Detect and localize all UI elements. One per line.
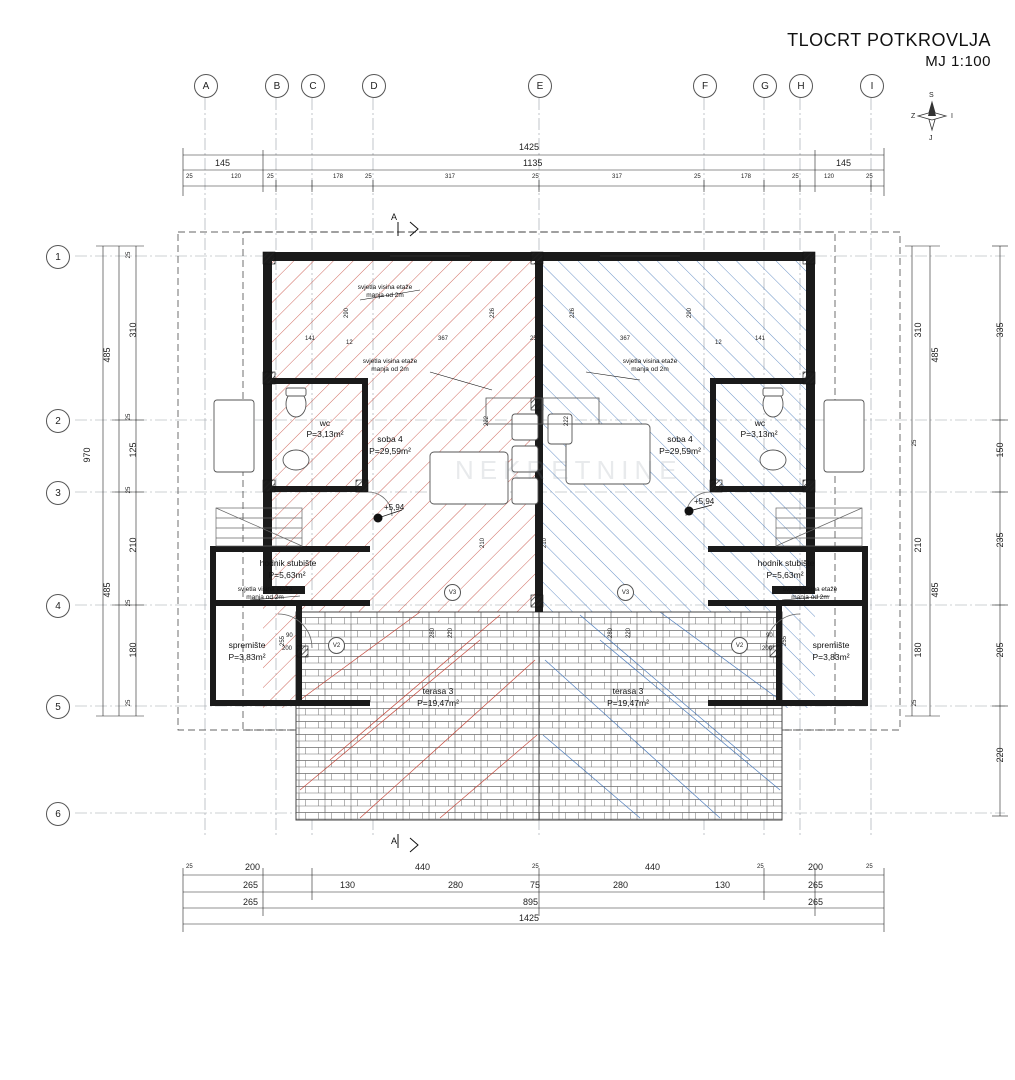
dim-inner-367-l: 367 (438, 336, 449, 342)
dim-far-right-235: 235 (995, 532, 1005, 548)
dim-inner-280-r: 280 (608, 628, 614, 639)
section-mark-top: A (391, 212, 398, 222)
door-tag-v3-right[interactable]: V3 (617, 584, 634, 601)
dim-left-125: 125 (128, 442, 138, 458)
dim-inner-222-r: 222 (564, 416, 570, 427)
title-block (787, 28, 991, 73)
dim-bot2-265-r: 265 (808, 880, 824, 890)
dim-right-485-bottom: 485 (930, 582, 940, 598)
dim-bot2-130-l: 130 (340, 880, 356, 890)
dim-left-210: 210 (128, 537, 138, 553)
dim-bot3-895: 895 (523, 897, 539, 907)
note-ceiling-2-line2: manja od 2m (371, 365, 409, 373)
dim-inner-141-r: 141 (755, 336, 766, 342)
dim-inner-200-l: 200 (282, 646, 293, 652)
grid-row-2[interactable]: 2 (46, 409, 70, 433)
dim-inner-25-c: 25 (530, 336, 537, 342)
dim-far-right-150: 150 (995, 442, 1005, 458)
grid-column-a[interactable]: A (194, 74, 218, 98)
note-ceiling-5 (750, 586, 870, 602)
dim-inner-290-r: 290 (687, 308, 693, 319)
dim-inner-280-l: 280 (430, 628, 436, 639)
room-spremiste-left-name: spremište (228, 640, 266, 650)
room-terasa-right-area: P=19,47m² (607, 698, 649, 708)
dim-bot3-265-l: 265 (243, 897, 259, 907)
dim-top-seg-8: 317 (612, 174, 623, 180)
dim-left-25-a: 25 (126, 251, 132, 259)
dim-top-seg-3: 25 (267, 174, 274, 180)
note-ceiling-2 (330, 358, 450, 374)
dim-left-25-b: 25 (126, 413, 132, 421)
room-soba4-left-name: soba 4 (377, 434, 403, 444)
grid-column-h[interactable]: H (789, 74, 813, 98)
dim-top-1135: 1135 (523, 158, 543, 168)
dim-inner-222-l: 222 (484, 416, 490, 427)
note-ceiling-4-line2: manja od 2m (246, 593, 284, 601)
dim-inner-226-r: 226 (570, 308, 576, 319)
dim-bot-seg-4: 25 (532, 864, 539, 870)
dim-bot4-1425: 1425 (519, 913, 540, 923)
compass-north-label: S (929, 92, 934, 99)
dim-bot-seg-1: 25 (186, 864, 193, 870)
dim-top-seg-4: 178 (333, 174, 344, 180)
level-mark-right: +5,94 (694, 497, 715, 506)
grid-column-b[interactable]: B (265, 74, 289, 98)
grid-row-1[interactable]: 1 (46, 245, 70, 269)
door-tag-v2-right[interactable]: V2 (731, 637, 748, 654)
dim-far-right-220: 220 (995, 747, 1005, 763)
dim-left-310: 310 (128, 322, 138, 338)
dim-bot-seg-7: 200 (808, 862, 824, 872)
dim-inner-12-l: 12 (346, 340, 353, 346)
note-ceiling-3-line1: svjetla visina etaže (622, 358, 678, 365)
dim-top-overall: 1425 (519, 142, 540, 152)
dim-inner-210-l: 210 (480, 538, 486, 549)
dim-left-970: 970 (82, 447, 92, 463)
note-ceiling-3 (590, 358, 710, 374)
dim-left-485-top: 485 (102, 347, 112, 363)
grid-column-g[interactable]: G (753, 74, 777, 98)
dim-top-seg-6: 317 (445, 174, 456, 180)
dim-left-25-c: 25 (126, 486, 132, 494)
note-ceiling-4 (205, 586, 325, 602)
door-tag-v3-left[interactable]: V3 (444, 584, 461, 601)
note-ceiling-5-line2: manja od 2m (791, 593, 829, 601)
door-tag-v2-left[interactable]: V2 (328, 637, 345, 654)
room-soba4-left-area: P=29,59m² (369, 446, 411, 456)
compass-west-label: Z (911, 113, 916, 120)
dim-top-seg-11: 25 (792, 174, 799, 180)
note-ceiling-1-line1: svjetla visina etaže (357, 284, 413, 291)
grid-column-d[interactable]: D (362, 74, 386, 98)
dim-top-seg-5: 25 (365, 174, 372, 180)
note-ceiling-1 (325, 284, 445, 300)
room-terasa-right-name: terasa 3 (612, 686, 644, 696)
room-wc-right-area: P=3,13m² (740, 429, 778, 439)
room-hodnik-right-area: P=5,63m² (766, 570, 804, 580)
dim-bot3-265-r: 265 (808, 897, 824, 907)
grid-row-5[interactable]: 5 (46, 695, 70, 719)
room-hodnik-left-name: hodnik stubište (259, 558, 317, 568)
note-ceiling-5-line1: svjetla visina etaže (782, 586, 838, 593)
dim-top-seg-10: 178 (741, 174, 752, 180)
compass-east-label: I (951, 113, 953, 120)
dim-far-right-205: 205 (995, 642, 1005, 658)
room-hodnik-right-name: hodnik stubište (757, 558, 815, 568)
dim-top-right-145: 145 (836, 158, 852, 168)
dim-inner-12-r: 12 (715, 340, 722, 346)
grid-column-i[interactable]: I (860, 74, 884, 98)
dim-bot2-75: 75 (530, 880, 541, 890)
dim-bot2-280-r: 280 (613, 880, 629, 890)
room-spremiste-right-name: spremište (812, 640, 850, 650)
dim-inner-367-r: 367 (620, 336, 631, 342)
dim-bot2-265-l: 265 (243, 880, 259, 890)
room-spremiste-left-area: P=3,83m² (228, 652, 266, 662)
dim-inner-141-l: 141 (305, 336, 316, 342)
watermark: NEKRETNINE (455, 455, 683, 485)
dim-top-seg-2: 120 (231, 174, 242, 180)
dim-inner-226-l: 226 (490, 308, 496, 319)
dim-right-25-b: 25 (912, 699, 918, 707)
note-ceiling-2-line1: svjetla visina etaže (362, 358, 418, 365)
room-wc-left-area: P=3,13m² (306, 429, 344, 439)
room-spremiste-right-area: P=3,83m² (812, 652, 850, 662)
dim-bot-seg-2: 200 (245, 862, 261, 872)
drawing-scale: MJ 1:100 (925, 53, 991, 71)
dim-left-485-bottom: 485 (102, 582, 112, 598)
dim-top-seg-12: 120 (824, 174, 835, 180)
compass-south-label: J (929, 135, 933, 142)
room-hodnik-left-area: P=5,63m² (268, 570, 306, 580)
dim-bot-seg-5: 440 (645, 862, 661, 872)
grid-row-4[interactable]: 4 (46, 594, 70, 618)
dim-inner-255-r: 255 (782, 636, 788, 647)
dim-left-180: 180 (128, 642, 138, 658)
dim-inner-200-r: 200 (762, 646, 773, 652)
dim-inner-210-r: 210 (542, 538, 548, 549)
room-soba4-right-name: soba 4 (667, 434, 693, 444)
grid-column-e[interactable]: E (528, 74, 552, 98)
room-soba4-right-area: P=29,59m² (659, 446, 701, 456)
level-mark-left: +5,94 (384, 503, 405, 512)
dim-right-180: 180 (913, 642, 923, 658)
dim-bot-seg-3: 440 (415, 862, 431, 872)
dim-inner-220-l: 220 (448, 628, 454, 639)
room-wc-left-name: wc (319, 418, 331, 428)
dim-left-25-e: 25 (126, 699, 132, 707)
dim-far-right-335: 335 (995, 322, 1005, 338)
grid-column-f[interactable]: F (693, 74, 717, 98)
dim-inner-290-l: 290 (344, 308, 350, 319)
dim-bot-seg-6: 25 (757, 864, 764, 870)
dim-right-210: 210 (913, 537, 923, 553)
grid-row-3[interactable]: 3 (46, 481, 70, 505)
room-terasa-left-area: P=19,47m² (417, 698, 459, 708)
note-ceiling-3-line2: manja od 2m (631, 365, 669, 373)
dim-top-seg-13: 25 (866, 174, 873, 180)
room-terasa-left-name: terasa 3 (422, 686, 454, 696)
room-wc-right-name: wc (754, 418, 766, 428)
dim-top-seg-7: 25 (532, 174, 539, 180)
dim-top-left-145: 145 (215, 158, 231, 168)
dim-inner-90-l: 90 (286, 633, 293, 639)
grid-row-6[interactable]: 6 (46, 802, 70, 826)
note-ceiling-1-line2: manja od 2m (366, 291, 404, 299)
dim-left-25-d: 25 (126, 599, 132, 607)
grid-column-c[interactable]: C (301, 74, 325, 98)
dim-right-25: 25 (912, 439, 918, 447)
dim-inner-255-l: 255 (280, 636, 286, 647)
note-ceiling-4-line1: svjetla visina etaže (237, 586, 293, 593)
dim-top-seg-1: 25 (186, 174, 193, 180)
dim-right-310: 310 (913, 322, 923, 338)
dim-inner-90-r: 90 (766, 633, 773, 639)
dim-bot-seg-8: 25 (866, 864, 873, 870)
dim-bot2-280-l: 280 (448, 880, 464, 890)
section-mark-bottom: A (391, 836, 398, 846)
page-title: TLOCRT POTKROVLJA (787, 30, 991, 50)
dim-right-485-top: 485 (930, 347, 940, 363)
dim-bot2-130-r: 130 (715, 880, 731, 890)
dim-inner-220-r: 220 (626, 628, 632, 639)
dim-top-seg-9: 25 (694, 174, 701, 180)
